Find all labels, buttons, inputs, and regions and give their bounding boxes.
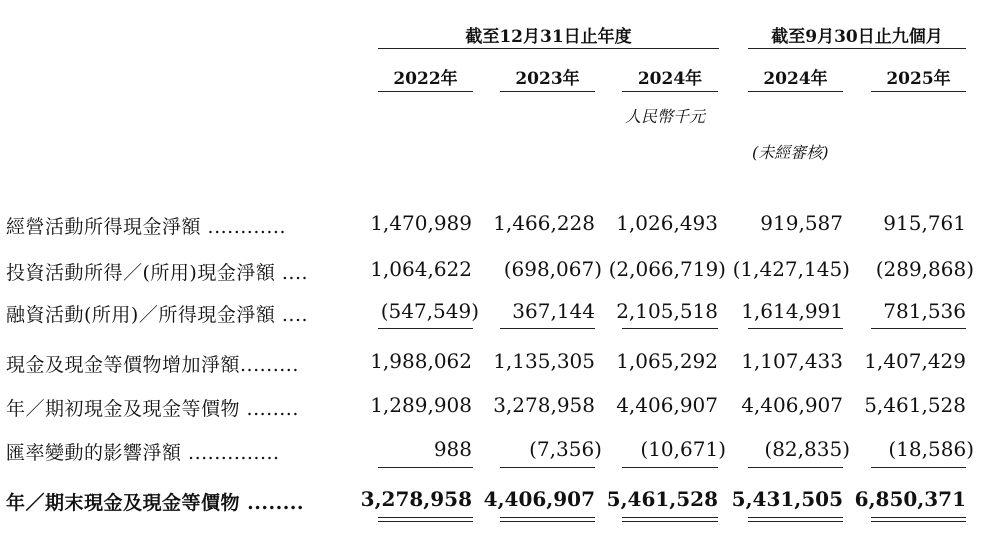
total-line-1 (378, 467, 473, 468)
cell-fx-2024fy: (10,671) (640, 437, 726, 461)
total-line-3 (622, 467, 718, 468)
unaudited-note: (未經審核) (752, 143, 829, 162)
cell-opening-2024fy: 4,406,907 (616, 393, 718, 417)
cell-opening-2023: 3,278,958 (493, 393, 595, 417)
cell-operating-2023: 1,466,228 (493, 211, 595, 235)
year-header-2024-9m: 2024年 (763, 69, 828, 89)
cell-net-increase-2023: 1,135,305 (493, 349, 595, 373)
cell-opening-2024-9m: 4,406,907 (741, 393, 843, 417)
group-underline-9m (748, 48, 966, 49)
cell-opening-2025-9m: 5,461,528 (864, 393, 966, 417)
subtotal-line-1 (378, 328, 473, 329)
year-underline-4 (748, 91, 843, 92)
subtotal-line-4 (748, 328, 843, 329)
double-underline-3 (622, 517, 718, 522)
cell-net-increase-2024fy: 1,065,292 (616, 349, 718, 373)
row-label-fx-effect: 匯率變動的影響淨額 .............. (6, 442, 280, 464)
cell-investing-2023: (698,067) (503, 257, 602, 281)
year-header-2022: 2022年 (393, 69, 458, 89)
cell-financing-2023: 367,144 (512, 299, 595, 323)
cell-fx-2023: (7,356) (529, 437, 602, 461)
cell-financing-2024fy: 2,105,518 (616, 299, 718, 323)
cell-fx-2024-9m: (82,835) (764, 437, 850, 461)
cell-operating-2025-9m: 915,761 (883, 211, 966, 235)
cell-financing-2024-9m: 1,614,991 (741, 299, 843, 323)
cell-operating-2024fy: 1,026,493 (616, 211, 718, 235)
year-header-2023: 2023年 (515, 69, 580, 89)
cell-investing-2024fy: (2,066,719) (608, 257, 726, 281)
header-group-nine-months: 截至9月30日止九個月 (771, 27, 943, 47)
cell-closing-2025-9m: 6,850,371 (854, 487, 966, 511)
year-header-2024-fy: 2024年 (637, 69, 703, 89)
cell-closing-2023: 4,406,907 (483, 487, 595, 511)
double-underline-1 (378, 517, 473, 522)
total-line-4 (748, 467, 843, 468)
row-label-net-increase: 現金及現金等價物增加淨額......... (6, 354, 299, 376)
row-label-investing: 投資活動所得／(所用)現金淨額 .... (6, 262, 309, 284)
total-line-5 (871, 467, 966, 468)
cell-net-increase-2025-9m: 1,407,429 (864, 349, 966, 373)
cell-operating-2024-9m: 919,587 (760, 211, 843, 235)
group-underline-fy (378, 48, 719, 49)
total-line-2 (500, 467, 595, 468)
double-underline-5 (871, 517, 966, 522)
row-label-financing: 融資活動(所用)／所得現金淨額 .... (6, 304, 309, 326)
cell-investing-2024-9m: (1,427,145) (732, 257, 850, 281)
year-header-2025-9m: 2025年 (886, 69, 951, 89)
subtotal-line-3 (622, 328, 718, 329)
cell-closing-2024fy: 5,461,528 (606, 487, 718, 511)
year-underline-3 (622, 91, 718, 92)
cell-operating-2022: 1,470,989 (370, 211, 472, 235)
cell-fx-2025-9m: (18,586) (888, 437, 974, 461)
row-label-opening: 年／期初現金及現金等價物 ........ (6, 398, 299, 420)
cell-investing-2025-9m: (289,868) (875, 257, 974, 281)
cell-financing-2025-9m: 781,536 (883, 299, 966, 323)
row-label-operating: 經營活動所得現金淨額 ............ (6, 216, 287, 238)
cell-opening-2022: 1,289,908 (370, 393, 472, 417)
year-underline-2 (500, 91, 595, 92)
year-underline-5 (871, 91, 966, 92)
subtotal-line-5 (871, 328, 966, 329)
cell-financing-2022: (547,549) (380, 299, 479, 323)
cell-net-increase-2024-9m: 1,107,433 (741, 349, 843, 373)
currency-note: 人民幣千元 (625, 107, 706, 126)
cell-net-increase-2022: 1,988,062 (370, 349, 472, 373)
header-group-fiscal-year: 截至12月31日止年度 (465, 27, 632, 47)
row-label-closing: 年／期末現金及現金等價物 ........ (6, 492, 305, 514)
subtotal-line-2 (500, 328, 595, 329)
double-underline-4 (748, 517, 843, 522)
double-underline-2 (500, 517, 595, 522)
cell-closing-2024-9m: 5,431,505 (731, 487, 843, 511)
cell-closing-2022: 3,278,958 (360, 487, 472, 511)
cell-fx-2022: 988 (433, 437, 472, 461)
year-underline-1 (378, 91, 473, 92)
cell-investing-2022: 1,064,622 (370, 257, 472, 281)
